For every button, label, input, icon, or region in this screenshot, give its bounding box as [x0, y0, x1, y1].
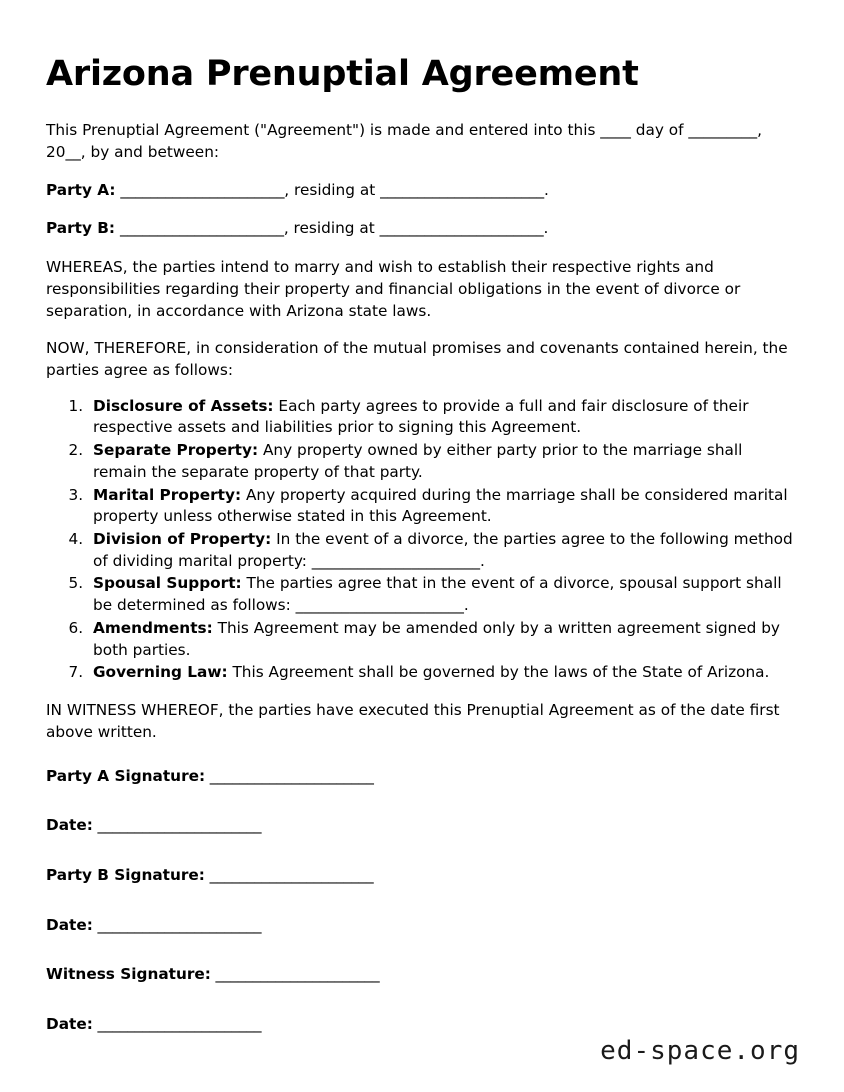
term-body: Any property owned by either party prior to the marriage shall remain the separate property of that party.: [93, 441, 743, 481]
term-title: Spousal Support:: [93, 574, 242, 593]
term-body: The parties agree that in the event of a divorce, spousal support shall be determined as follows: ______________________.: [93, 574, 782, 615]
term-body: This Agreement shall be governed by the laws of the State of Arizona.: [227, 663, 770, 682]
term-title: Separate Property:: [93, 441, 259, 460]
witness-clause-paragraph: IN WITNESS WHEREOF, the parties have executed this Prenuptial Agreement as of the date first above written.: [46, 701, 780, 741]
party-a-residing-text: , residing at: [284, 180, 381, 199]
party-b-name-blank[interactable]: ______________________: [119, 219, 284, 238]
term-body: This Agreement may be amended only by a written agreement signed by both parties.: [93, 618, 780, 659]
witness-date-blank[interactable]: ______________________: [92, 1015, 262, 1034]
party-b-label: Party B:: [46, 219, 116, 238]
term-body: Any property acquired during the marriage shall be considered marital property unless otherwise stated in this Agreement.: [93, 485, 788, 526]
party-a-date-label: Date:: [46, 816, 93, 835]
witness-date-label: Date:: [46, 1015, 93, 1034]
signature-block: [46, 766, 798, 1036]
term-title: Marital Property:: [93, 485, 242, 504]
party-a-signature-blank[interactable]: ______________________: [205, 766, 374, 785]
page-title: Arizona Prenuptial Agreement: [46, 54, 639, 94]
party-a-date-row: [46, 815, 798, 837]
terms-list: [46, 396, 798, 684]
party-a-signature-row: [46, 766, 798, 788]
party-a-period: .: [543, 180, 549, 199]
list-item: [88, 662, 798, 684]
witness-signature-label: Witness Signature:: [46, 965, 211, 984]
witness-date-row: [46, 1014, 798, 1036]
party-b-date-row: [46, 915, 798, 937]
party-b-signature-label: Party B Signature:: [46, 865, 205, 884]
term-body: Each party agrees to provide a full and fair disclosure of their respective assets and liabilities prior to signing this Agreement.: [93, 396, 749, 437]
party-a-label: Party A:: [46, 180, 116, 199]
witness-signature-blank[interactable]: ______________________: [210, 965, 380, 984]
party-a-date-blank[interactable]: ______________________: [92, 816, 262, 835]
party-b-signature-blank[interactable]: ______________________: [204, 865, 374, 884]
party-b-line: [46, 218, 798, 240]
party-a-signature-label: Party A Signature:: [46, 766, 206, 785]
site-watermark: ed-space.org: [600, 1036, 800, 1066]
term-title: Governing Law:: [93, 663, 228, 682]
whereas-paragraph: WHEREAS, the parties intend to marry and wish to establish their respective rights and responsibilities regarding their property and financial obligations in the event of divorce or separation, in accordance with Arizona state laws.: [46, 258, 741, 320]
party-b-residing-text: , residing at: [283, 219, 380, 238]
list-item: [88, 485, 798, 528]
term-title: Amendments:: [93, 618, 213, 637]
intro-paragraph: This Prenuptial Agreement ("Agreement") is made and entered into this ____ day of _________, 20__, by and between:: [46, 121, 763, 161]
list-item: [88, 396, 798, 439]
party-b-date-label: Date:: [46, 915, 93, 934]
list-item: [88, 440, 798, 483]
term-title: Division of Property:: [93, 530, 272, 549]
party-b-period: .: [543, 219, 549, 238]
party-a-address-blank[interactable]: ______________________: [380, 180, 544, 199]
party-b-address-blank[interactable]: ______________________: [379, 219, 544, 238]
party-b-signature-row: [46, 865, 798, 887]
term-body: In the event of a divorce, the parties agree to the following method of dividing marital property: ______________________.: [93, 530, 793, 570]
party-a-line: [46, 180, 798, 202]
party-b-date-blank[interactable]: ______________________: [92, 915, 262, 934]
now-therefore-paragraph: NOW, THEREFORE, in consideration of the mutual promises and covenants contained herein, the parties agree as follows:: [46, 339, 788, 379]
list-item: [88, 618, 798, 661]
term-title: Disclosure of Assets:: [93, 396, 274, 415]
witness-signature-row: [46, 964, 798, 986]
party-a-name-blank[interactable]: ______________________: [120, 180, 285, 199]
list-item: [88, 529, 798, 572]
list-item: [88, 573, 798, 616]
